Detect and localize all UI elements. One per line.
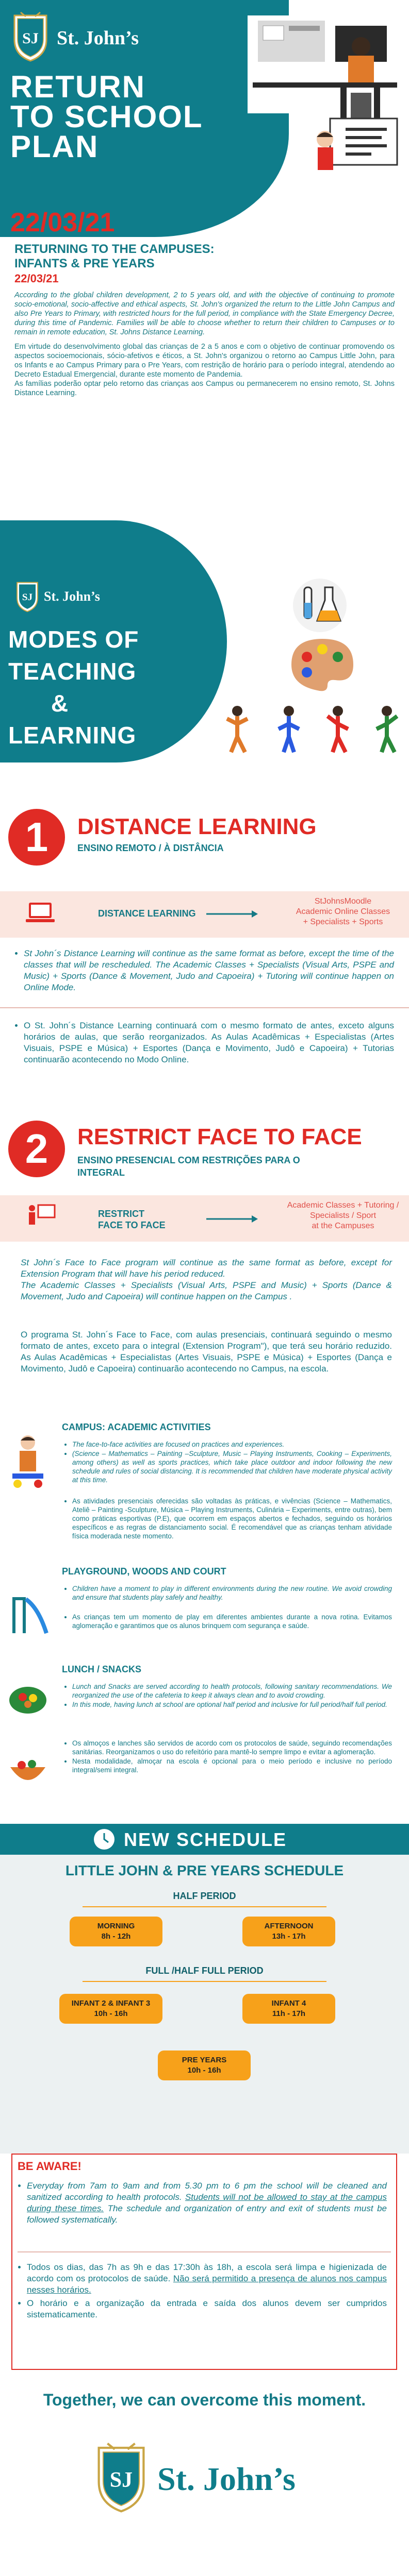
full-period-label: FULL /HALF FULL PERIOD bbox=[145, 1965, 264, 1976]
infant-4-slot: INFANT 4 11h - 17h bbox=[242, 1994, 335, 2024]
playground-heading: PLAYGROUND, WOODS AND COURT bbox=[62, 1566, 226, 1577]
section-title-distance: DISTANCE LEARNING bbox=[77, 814, 317, 839]
svg-text:SJ: SJ bbox=[22, 592, 33, 603]
laptop-icon bbox=[25, 901, 56, 924]
clock-icon bbox=[93, 1828, 116, 1851]
science-flask-icon bbox=[289, 577, 351, 634]
dance-sports-illustration bbox=[217, 701, 407, 757]
playground-slide-icon bbox=[7, 1587, 48, 1638]
modes-title: MODES OF TEACHING & LEARNING bbox=[8, 626, 139, 749]
be-aware-list-pt: • Todos os dias, das 7h as 9h e das 17:30h às 18h, a escola será limpa e higienizada de acordo com os protocolos de saúde. Não será permitido a presença de alunos nos campus nesses horários. • O horário e a organização da entrada e saída dos alunos devem ser cumpridos sistematicamente. bbox=[15, 2262, 387, 2323]
intro-paragraph-en: According to the global children development, 2 to 5 years old, and with the objective of continuing to promote socio-emotional, socio-affective and ethical aspects, St. John's organized the return to the Little John Campus and also Pre Years to Primary, with restricted hours for the full period, in compliance with the State Emergency Decree, during this time of Pandemic. Families will be able to choose whether to return their children to Campuses or to remain in remote education, St. Johns Distance Learning. bbox=[14, 291, 395, 336]
svg-text:SJ: SJ bbox=[22, 30, 39, 47]
teacher-board-icon bbox=[25, 1203, 56, 1227]
face-to-face-paragraph-pt: O programa St. John´s Face to Face, com aulas presenciais, continuará seguindo o mesmo formato de antes, exceto para o integral (Extension Program"), que terá seu horário reduzido. As Aulas Acadêmicas + Especialistas (Artes Visuais, PSPE e Música) + Esportes (Dança e Movimento, Judô e Capoeira) continuarão acontecendo no Campus, na escola. bbox=[21, 1330, 392, 1374]
be-aware-title: BE AWARE! bbox=[18, 2160, 81, 2173]
lunch-list-en: • Lunch and Snacks are served according to health protocols, following sanitary recommendations. We reorganized the use of the cafeteria to keep it always clean and to avoid crowding. • In this mode, having lunch at school are optional half period and inclusive for full period/half full period. bbox=[62, 1682, 392, 1709]
modes-section bbox=[0, 520, 409, 768]
be-aware-item-en: • Everyday from 7am to 9am and from 5.30 pm to 6 pm the school will be cleaned and sanitized according to health protocols. Students will not be allowed to stay at the campus during these times. The schedule and organization of entry and exit of students must be followed systematically. bbox=[27, 2180, 387, 2226]
intro-date: 22/03/21 bbox=[14, 272, 59, 285]
brand-name: St. John’s bbox=[57, 27, 139, 49]
divider bbox=[0, 1007, 409, 1008]
food-plate-icon bbox=[7, 1680, 48, 1716]
playground-list-pt: • As crianças tem um momento de play em diferentes ambientes durante a nova rotina. Evitamos aglomeração e garantimos que os alunos brinquem com segurança e saúde. bbox=[62, 1613, 392, 1631]
intro-heading: RETURNING TO THE CAMPUSES: INFANTS & PRE YEARS bbox=[14, 242, 215, 270]
hero-date: 22/03/21 bbox=[10, 208, 115, 238]
schedule-banner-title: NEW SCHEDULE bbox=[124, 1829, 287, 1850]
afternoon-slot: AFTERNOON 13h - 17h bbox=[242, 1917, 335, 1946]
lunch-bowl-icon bbox=[7, 1752, 48, 1788]
section-subtitle-face-to-face: ENSINO PRESENCIAL COM RESTRIÇÕES PARA O INTEGRAL bbox=[77, 1155, 300, 1178]
lunch-list-pt: • Os almoços e lanches são servidos de acordo com os protocolos de saúde, seguindo recomendações sanitárias. Reorganizamos o uso do refeitório para mantê-lo sempre limpo e evitar a aglomeração. • Nesta modalidade, almoçar na escola é opcional para o meio período e inclusive no período integral/semi integral. bbox=[62, 1739, 392, 1775]
campus-list-pt: • As atividades presenciais oferecidas são voltadas às práticas, e vivências (Science – Mathematics, Ateliê – Painting -Sculpture, Música – Playing Instruments, Culinária – Experiments, entre outras), bem como práticas esportivas (P.E), que ocorrem em espaços abertos e fechados, seguindo os horários específicos e as regras de distanciamento social. É recomendável que as crianças tenham atividade física moderada neste momento. bbox=[62, 1497, 392, 1541]
campus-list-en: • The face-to-face activities are focused on practices and experiences. • (Science – Mathematics – Painting –Sculpture, Music – Playing Instruments, Cooking – Experiments, among others) as well as sports practices, which take place outdoor and indoor following the new schedule and rules of social distancing. It is recommended that children have moderate physical activity at this time. bbox=[62, 1440, 392, 1485]
distance-bullet-pt: • O St. John´s Distance Learning continuará com o mesmo formato de antes, exceto alguns horários de aulas, que serão reorganizados. As Aulas Acadêmicas + Especialistas (Artes Visuais, PSPE e Música) + Esportes (Dança e Movimento, Judô e Capoeira) + Tutorias continuarão acontecendo no Modo Online. bbox=[12, 1020, 394, 1067]
distance-bullet-en: • St John´s Distance Learning will continue as the same format as before, except the time of the classes that will be rescheduled. The Academic Classes + Specialists (Visual Arts, PSPE and Music) + Sports (Dance & Movement, Judo and Capoeira) + Tutoring will continue happen on Online Mode. bbox=[12, 948, 394, 995]
distance-band-details: StJohnsMoodle Academic Online Classes + Specialists + Sports bbox=[296, 897, 390, 926]
brand-name: St. John’s bbox=[44, 589, 100, 604]
online-teacher-illustration bbox=[309, 113, 402, 180]
be-aware-list-en bbox=[15, 2180, 387, 2228]
kids-activity-icon bbox=[7, 1432, 48, 1494]
footer-brand: St. John’s bbox=[157, 2461, 296, 2497]
school-crest-icon bbox=[10, 11, 51, 63]
lunch-heading: LUNCH / SNACKS bbox=[62, 1664, 142, 1674]
section-title-face-to-face: RESTRICT FACE TO FACE bbox=[77, 1124, 362, 1149]
divider bbox=[18, 2251, 391, 2252]
face-to-face-band-label: RESTRICT FACE TO FACE bbox=[98, 1209, 166, 1230]
half-period-label: HALF PERIOD bbox=[173, 1891, 236, 1901]
arrow-right-icon bbox=[206, 1214, 258, 1224]
art-palette-icon bbox=[286, 634, 358, 696]
closing-message: Together, we can overcome this moment. bbox=[43, 2391, 366, 2409]
infant-2-3-slot: INFANT 2 & INFANT 3 10h - 16h bbox=[59, 1994, 162, 2024]
face-to-face-paragraph-en: St John´s Face to Face program will continue as the same format as before, except for Extension Program that will have his period reduced. The Academic Classes + Specialists (Visual Arts, PSPE and Music) + Sports (Dance & Movement, Judo and Capoeira) will continue happen on the Campus . bbox=[21, 1258, 392, 1301]
divider bbox=[83, 1906, 326, 1907]
section-number-1: 1 bbox=[8, 809, 65, 866]
svg-text:SJ: SJ bbox=[109, 2468, 133, 2492]
student-at-desk-illustration bbox=[242, 10, 402, 129]
campus-heading: CAMPUS: ACADEMIC ACTIVITIES bbox=[62, 1422, 211, 1432]
intro-section bbox=[0, 237, 409, 398]
hero-section bbox=[0, 0, 409, 237]
section-number-2: 2 bbox=[8, 1121, 65, 1177]
school-crest-icon bbox=[14, 580, 40, 613]
morning-slot: MORNING 8h - 12h bbox=[70, 1917, 162, 1946]
school-crest-icon bbox=[93, 2442, 150, 2514]
section-subtitle-distance: ENSINO REMOTO / À DISTÂNCIA bbox=[77, 843, 224, 853]
intro-paragraph-pt: Em virtude do desenvolvimento global das crianças de 2 a 5 anos e com o objetivo de continuar promovendo os aspectos socioemocionais, sócio-afetivos e éticos, a St. John's organizou o retorno ao Campus Little John, para os Infants e ao Campus Primary para o Pre Years, com restrição de horário para o período integral, atendendo ao Decreto Estadual Emergencial, durante este momento de Pandemia. As famílias poderão optar pelo retorno das crianças aos Campus ou permanecerem no ensino remoto, St. Johns Distance Learning. bbox=[14, 343, 395, 397]
playground-list-en: • Children have a moment to play in different environments during the new routine. We avoid crowding and ensure that students play safely and healthy. bbox=[62, 1584, 392, 1602]
be-aware-item-pt: • Todos os dias, das 7h as 9h e das 17:30h às 18h, a escola será limpa e higienizada de acordo com os protocolos de saúde. Não será permitido a presença de alunos nos campus nesses horários. bbox=[27, 2262, 387, 2296]
face-to-face-band-details: Academic Classes + Tutoring / Specialists / Sport at the Campuses bbox=[287, 1201, 399, 1230]
distance-band-label: DISTANCE LEARNING bbox=[98, 908, 196, 919]
schedule-title: LITTLE JOHN & PRE YEARS SCHEDULE bbox=[65, 1862, 344, 1878]
page-title: RETURN TO SCHOOL PLAN bbox=[10, 70, 203, 164]
arrow-right-icon bbox=[206, 909, 258, 919]
pre-years-slot: PRE YEARS 10h - 16h bbox=[158, 2050, 251, 2080]
divider bbox=[83, 1981, 326, 1982]
